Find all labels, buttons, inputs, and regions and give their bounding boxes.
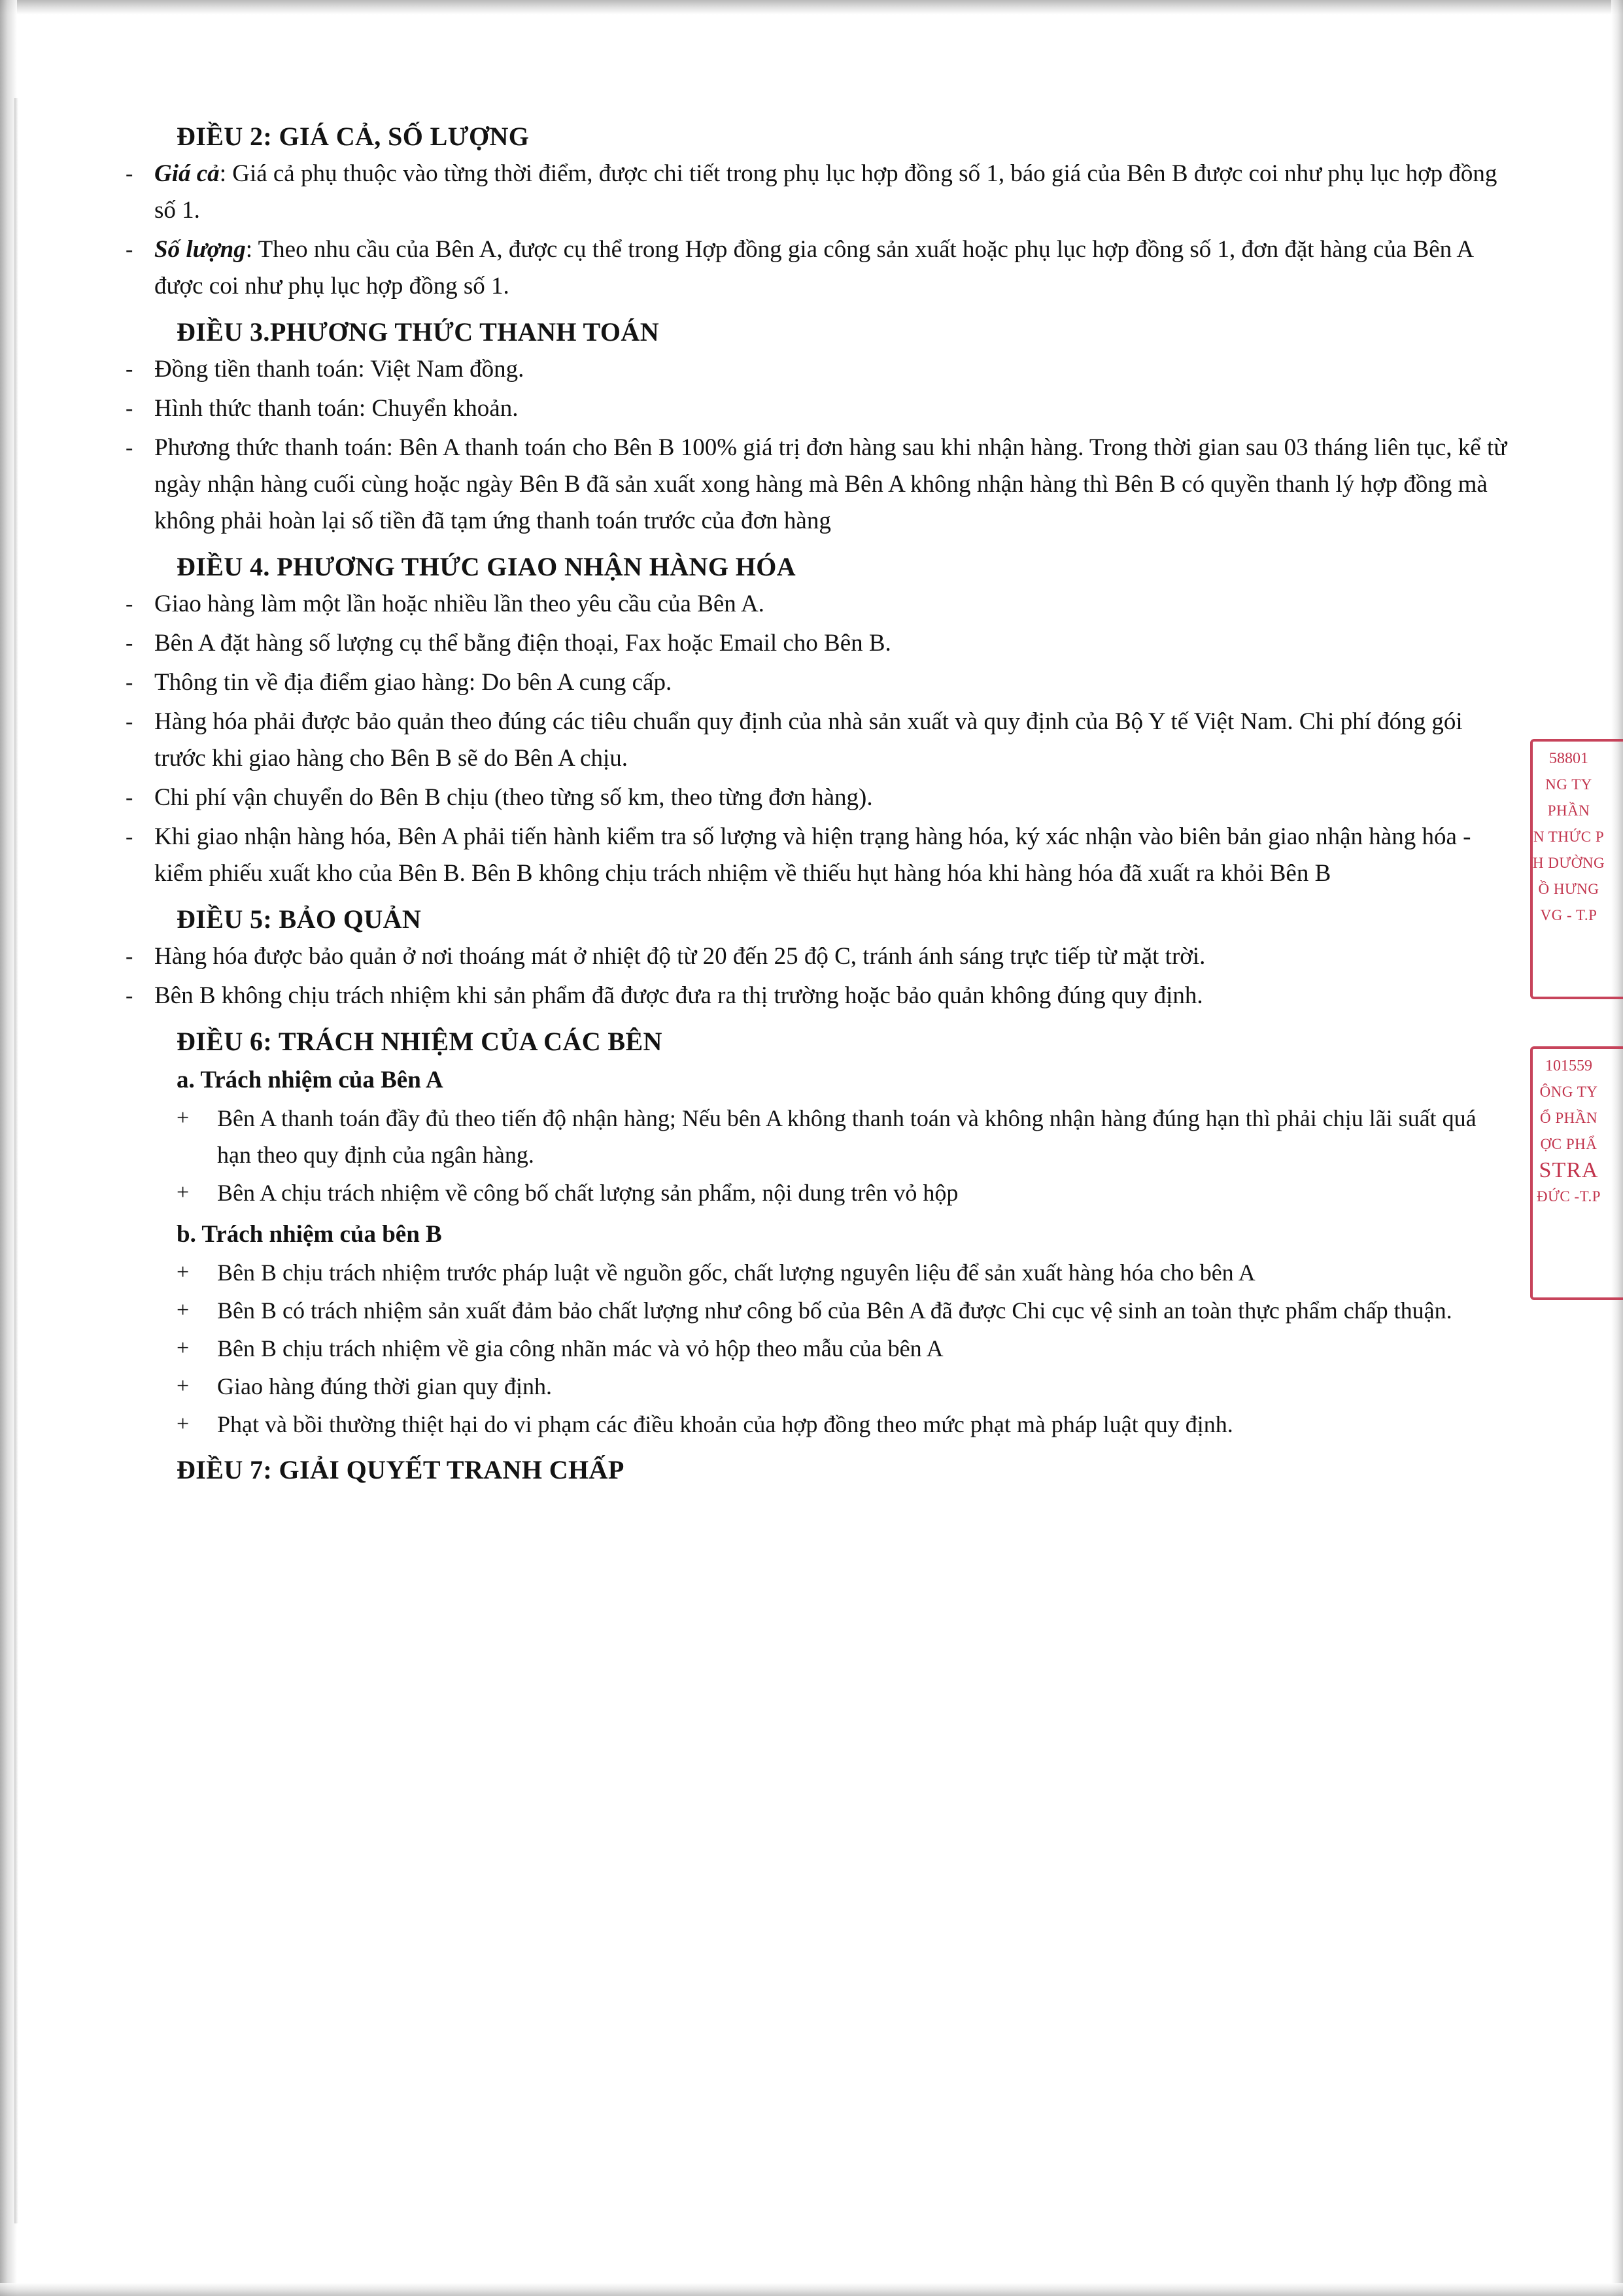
- section-heading-dieu-6: ĐIỀU 6: TRÁCH NHIỆM CỦA CÁC BÊN: [177, 1027, 662, 1056]
- stamp-line: Ồ HƯNG: [1538, 881, 1599, 897]
- sub-list-item: [118, 1174, 1511, 1211]
- list-item: [118, 586, 1511, 623]
- plus-marker: +: [177, 1180, 190, 1205]
- plus-marker: +: [177, 1412, 190, 1436]
- plus-marker: +: [177, 1336, 190, 1360]
- company-stamp-upper-text: [1520, 745, 1618, 929]
- bullet-marker: -: [126, 785, 133, 810]
- list-item-text: Chi phí vận chuyển do Bên B chịu (theo từng số km, theo từng đơn hàng).: [154, 784, 873, 811]
- stamp-code-lower: 101559: [1545, 1057, 1592, 1074]
- list-item: [118, 390, 1511, 427]
- list-item-body: : Giá cả phụ thuộc vào từng thời điểm, được chi tiết trong phụ lục hợp đồng số 1, báo giá của Bên B được coi như phụ lục hợp đồng số 1.: [154, 160, 1497, 224]
- bullet-marker: -: [126, 710, 133, 734]
- stamp-line: NG TY: [1545, 776, 1592, 793]
- sub-list-item: [118, 1100, 1511, 1173]
- list-item-lead: Số lượng: [154, 236, 246, 263]
- list-item-text: Phương thức thanh toán: Bên A thanh toán cho Bên B 100% giá trị đơn hàng sau khi nhận hàng. Trong thời gian sau 03 tháng liên tục, kể từ ngày nhận hàng cuối cùng hoặc ngày Bên B đã sản xuất xong hàng mà Bên A không nhận hàng thì Bên B có quyền thanh lý hợp đồng mà không phải hoàn lại số tiền đã tạm ứng thanh toán trước của đơn hàng: [154, 434, 1507, 534]
- bullet-marker: -: [126, 396, 133, 420]
- sub-list-item-text: Giao hàng đúng thời gian quy định.: [217, 1373, 552, 1399]
- subsection-label-a: a. Trách nhiệm của Bên A: [177, 1067, 443, 1093]
- document-body: [118, 121, 1511, 1489]
- list-item-text: Bên B không chịu trách nhiệm khi sản phẩm đã được đưa ra thị trường hoặc bảo quản không đúng quy định.: [154, 982, 1203, 1009]
- list-item: [118, 156, 1511, 229]
- bullet-marker: -: [126, 436, 133, 460]
- list-item-text: [154, 156, 1511, 229]
- sub-list-item-text: Bên A thanh toán đầy đủ theo tiến độ nhận hàng; Nếu bên A không thanh toán và không nhận hàng đúng hạn thì phải chịu lãi suất quá hạn theo quy định của ngân hàng.: [217, 1105, 1477, 1168]
- sub-list-item-text: Bên B có trách nhiệm sản xuất đảm bảo chất lượng như công bố của Bên A đã được Chi cục vệ sinh an toàn thực phẩm chấp thuận.: [217, 1297, 1452, 1324]
- stamp-line: VG - T.P: [1540, 907, 1597, 923]
- bullet-marker: -: [126, 670, 133, 694]
- list-item-text: Hàng hóa phải được bảo quản theo đúng các tiêu chuẩn quy định của nhà sản xuất và quy định của Bộ Y tế Việt Nam. Chi phí đóng gói trước khi giao hàng cho Bên B sẽ do Bên A chịu.: [154, 708, 1463, 772]
- sub-list-item-text: Bên B chịu trách nhiệm về gia công nhãn mác và vỏ hộp theo mẫu của bên A: [217, 1335, 944, 1362]
- page-fold-line: [14, 98, 18, 2223]
- list-item-text: Thông tin về địa điểm giao hàng: Do bên A cung cấp.: [154, 669, 672, 696]
- stamp-line: N THỨC P: [1533, 829, 1605, 845]
- list-item: [118, 664, 1511, 701]
- plus-marker: +: [177, 1374, 190, 1398]
- list-item-body: : Theo nhu cầu của Bên A, được cụ thể trong Hợp đồng gia công sản xuất hoặc phụ lục hợp đồng số 1, đơn đặt hàng của Bên A được coi như phụ lục hợp đồng số 1.: [154, 236, 1473, 300]
- list-item-text: Giao hàng làm một lần hoặc nhiều lần theo yêu cầu của Bên A.: [154, 591, 764, 617]
- list-item: [118, 430, 1511, 540]
- plus-marker: +: [177, 1106, 190, 1130]
- sub-list-item: [118, 1254, 1511, 1291]
- sub-list-item-text: Phạt và bồi thường thiệt hại do vi phạm các điều khoản của hợp đồng theo mức phạt mà pháp luật quy định.: [217, 1411, 1233, 1437]
- list-item-lead: Giá cả: [154, 160, 220, 187]
- bullet-marker: -: [126, 944, 133, 968]
- list-item-text: Đồng tiền thanh toán: Việt Nam đồng.: [154, 356, 524, 383]
- list-item-text: Hình thức thanh toán: Chuyển khoản.: [154, 395, 519, 422]
- sub-list-item: [118, 1292, 1511, 1329]
- sub-list-item-text: Bên A chịu trách nhiệm về công bố chất lượng sản phẩm, nội dung trên vỏ hộp: [217, 1180, 959, 1206]
- list-item-text: Bên A đặt hàng số lượng cụ thể bằng điện thoại, Fax hoặc Email cho Bên B.: [154, 630, 891, 657]
- list-item: [118, 231, 1511, 305]
- list-item: [118, 625, 1511, 662]
- plus-marker: +: [177, 1260, 190, 1284]
- section-heading-dieu-2: ĐIỀU 2: GIÁ CẢ, SỐ LƯỢNG: [177, 122, 530, 151]
- list-item: [118, 938, 1511, 975]
- bullet-marker: -: [126, 825, 133, 849]
- list-item: [118, 819, 1511, 892]
- sub-list-item: [118, 1368, 1511, 1405]
- stamp-line: H DƯỜNG: [1532, 855, 1605, 871]
- list-item-text: Khi giao nhận hàng hóa, Bên A phải tiến hành kiểm tra số lượng và hiện trạng hàng hóa, ký xác nhận vào biên bản giao nhận hàng hóa - kiểm phiếu xuất kho của Bên B. Bên B không chịu trách nhiệm về thiếu hụt hàng hóa khi hàng hóa đã xuất ra khỏi Bên B: [154, 823, 1471, 887]
- bullet-marker: -: [126, 237, 133, 262]
- stamp-line: STRA: [1539, 1158, 1599, 1182]
- list-item: [118, 978, 1511, 1014]
- sub-list-item: [118, 1406, 1511, 1443]
- bullet-marker: -: [126, 162, 133, 186]
- stamp-line: PHẦN: [1547, 802, 1590, 819]
- stamp-line: ỢC PHẨ: [1540, 1136, 1597, 1152]
- sub-list-item-text: Bên B chịu trách nhiệm trước pháp luật về nguồn gốc, chất lượng nguyên liệu để sản xuất hàng hóa cho bên A: [217, 1259, 1256, 1286]
- section-heading-dieu-4: ĐIỀU 4. PHƯƠNG THỨC GIAO NHẬN HÀNG HÓA: [177, 552, 796, 581]
- list-item: [118, 780, 1511, 816]
- bullet-marker: -: [126, 984, 133, 1008]
- list-item: [118, 704, 1511, 777]
- bullet-marker: -: [126, 631, 133, 655]
- subsection-label-b: b. Trách nhiệm của bên B: [177, 1221, 442, 1248]
- section-heading-dieu-5: ĐIỀU 5: BẢO QUẢN: [177, 904, 422, 934]
- stamp-line: ĐỨC -T.P: [1536, 1188, 1601, 1205]
- bullet-marker: -: [126, 592, 133, 616]
- section-heading-dieu-7: ĐIỀU 7: GIẢI QUYẾT TRANH CHẤP: [177, 1455, 624, 1484]
- page-edge-bottom: [0, 2283, 1623, 2296]
- list-item-text: Hàng hóa được bảo quản ở nơi thoáng mát ở nhiệt độ từ 20 đến 25 độ C, tránh ánh sáng trực tiếp từ mặt trời.: [154, 943, 1206, 970]
- stamp-code-upper: 58801: [1549, 750, 1588, 767]
- section-heading-dieu-3: ĐIỀU 3.PHƯƠNG THỨC THANH TOÁN: [177, 317, 659, 347]
- page-edge-top: [0, 0, 1623, 14]
- list-item: [118, 351, 1511, 388]
- company-stamp-lower-text: [1520, 1053, 1618, 1210]
- sub-list-item: [118, 1330, 1511, 1367]
- plus-marker: +: [177, 1298, 190, 1322]
- bullet-marker: -: [126, 357, 133, 381]
- stamp-line: ÔNG TY: [1539, 1084, 1598, 1100]
- list-item-text: [154, 231, 1511, 305]
- stamp-line: Ổ PHẦN: [1540, 1110, 1597, 1126]
